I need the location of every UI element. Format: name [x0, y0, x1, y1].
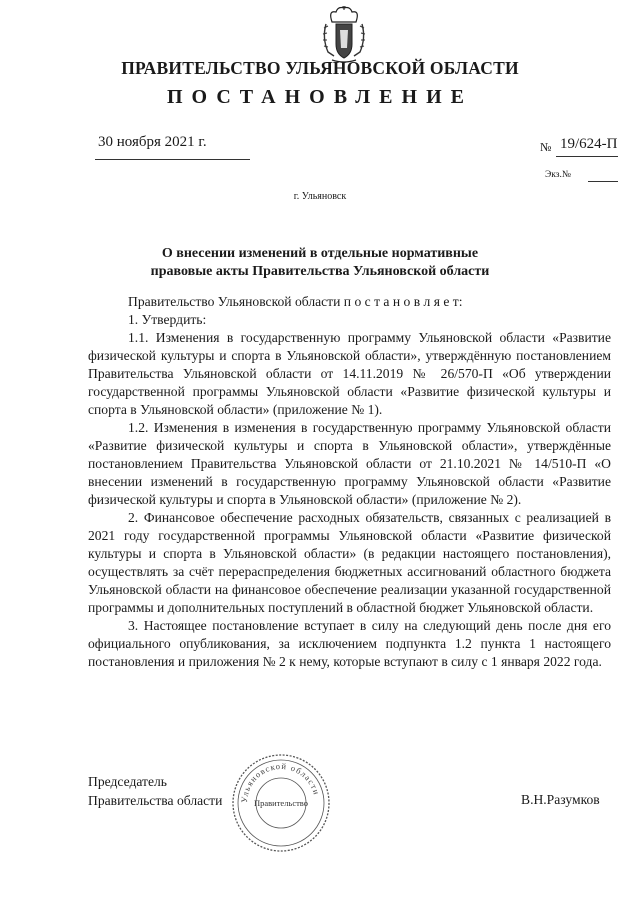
- signatory-role-line-1: Председатель: [88, 774, 167, 789]
- city: г. Ульяновск: [293, 191, 347, 202]
- seal-ring-text: Ульяновской области: [238, 760, 323, 804]
- signatory-role-line-2: Правительства области: [88, 793, 223, 808]
- signatory-name: В.Н.Разумков: [521, 792, 600, 807]
- date-underline: [95, 159, 250, 160]
- copy-number-label: Экз.№: [545, 170, 571, 180]
- document-heading: [150, 245, 490, 281]
- body-intro: Правительство Ульяновской области п о с т а н о в л я е т:: [128, 294, 463, 309]
- heading-line-2: правовые акты Правительства Ульяновской области: [150, 264, 490, 279]
- round-seal-icon: [230, 752, 332, 854]
- government-title: ПРАВИТЕЛЬСТВО УЛЬЯНОВСКОЙ ОБЛАСТИ: [121, 58, 519, 78]
- heading-line-1: О внесении изменений в отдельные нормативные: [161, 246, 479, 261]
- number-underline: [556, 156, 618, 157]
- signatory-role: [88, 772, 222, 810]
- body-item-2: 2. Финансовое обеспечение расходных обязательств, связанных с реализацией в 2021 году государственной программы Ульяновской области «Развитие физической культуры и спорта в Ульяновской области» (в редакции настоящего постановления), осуществлять за счёт перераспределения бюджетных ассигнований областного бюджета Ульяновской области на финансовое обеспечение реализации указанной государственной программы и дополнительных поступлений в областной бюджет Ульяновской области.: [88, 510, 611, 615]
- copy-number-underline: [588, 181, 618, 182]
- document-number: 19/624-П: [560, 136, 618, 152]
- coat-of-arms-icon: [318, 4, 370, 64]
- document-body: [88, 293, 611, 671]
- body-item-3: 3. Настоящее постановление вступает в силу на следующий день после дня его официального опубликования, за исключением подпункта 1.2 пункта 1 настоящего постановления и приложения № 2 к нему, которые вступают в силу с 1 января 2022 года.: [88, 618, 611, 669]
- svg-text:Ульяновской области: [239, 761, 322, 803]
- body-item-1: 1. Утвердить:: [128, 312, 207, 327]
- document-date: 30 ноября 2021 г.: [98, 134, 207, 150]
- seal-center-text: Правительство: [253, 798, 309, 808]
- body-item-1-2: 1.2. Изменения в изменения в государственную программу Ульяновской области «Развитие физической культуры и спорта в Ульяновской области», утверждённые постановлением Правительства Ульяновской области от 21.10.2021 № 14/510-П «О внесении изменений в государственную программу Ульяновской области «Развитие физической культуры и спорта в Ульяновской области» (приложение № 2).: [88, 420, 611, 507]
- document-type: ПОСТАНОВЛЕНИЕ: [167, 86, 473, 108]
- body-item-1-1: 1.1. Изменения в государственную программу Ульяновской области «Развитие физической культуры и спорта в Ульяновской области», утверждённую постановлением Правительства Ульяновской области от 14.11.2019 № 26/570-П «Об утверждении государственной программы Ульяновской области «Развитие физической культуры и спорта в Ульяновской области» (приложение № 1).: [88, 330, 611, 417]
- number-prefix: №: [540, 140, 552, 154]
